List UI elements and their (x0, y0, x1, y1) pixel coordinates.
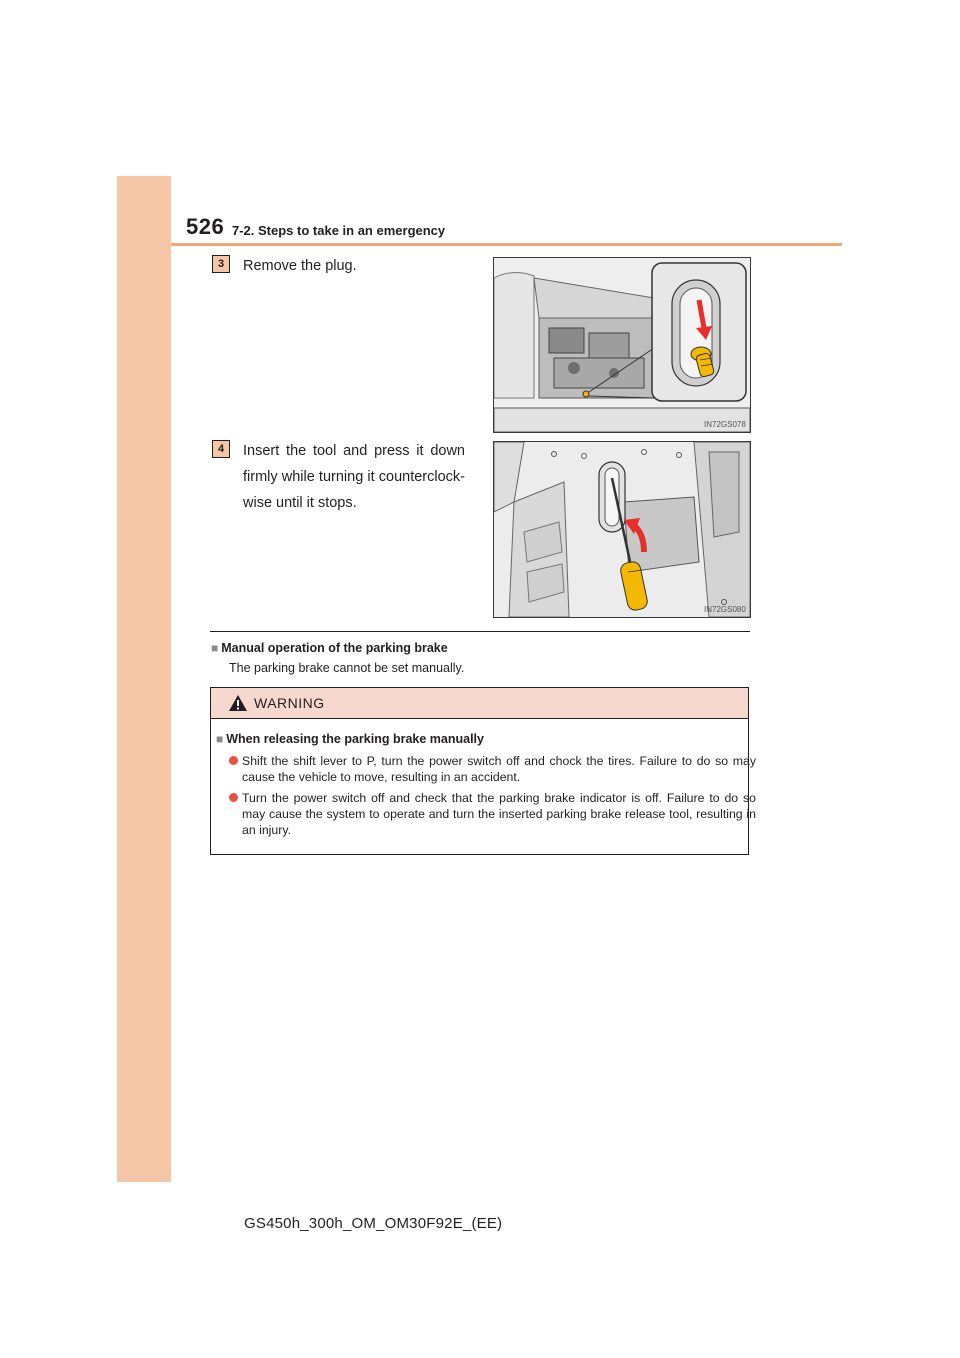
square-bullet-icon: ■ (216, 732, 224, 746)
note-heading (211, 641, 448, 655)
warning-label: WARNING (254, 695, 325, 711)
tool-insertion-illustration (494, 442, 750, 617)
warning-bullet-text: Shift the shift lever to P, turn the power switch off and chock the tires. Failure to do so may cause the vehicle to move, resulting in an accident. (242, 754, 756, 784)
bullet-dot-icon (229, 793, 238, 802)
figure-remove-plug (493, 257, 751, 433)
step-3-text: Remove the plug. (243, 258, 357, 274)
warning-header (211, 688, 748, 719)
chapter-sidebar-tab (117, 176, 171, 1182)
header-rule (171, 243, 842, 246)
warning-triangle-icon (228, 694, 248, 712)
warning-heading-text: When releasing the parking brake manually (226, 732, 484, 746)
warning-heading (216, 732, 484, 746)
trunk-plug-illustration (494, 258, 750, 432)
section-divider (210, 631, 750, 632)
note-heading-text: Manual operation of the parking brake (221, 641, 448, 655)
warning-bullet-text: Turn the power switch off and check that the parking brake indicator is off. Failure to do so may cause the system to operate and turn the inserted parking brake release tool, resulting in an injury. (242, 791, 756, 837)
step-number-3: 3 (212, 255, 230, 273)
warning-bullet-1 (229, 753, 756, 785)
note-text: The parking brake cannot be set manually. (229, 661, 465, 675)
step-number-4: 4 (212, 440, 230, 458)
figure-id-label: IN72GS080 (704, 605, 746, 614)
warning-bullet-2 (229, 790, 756, 838)
manual-code-footer: GS450h_300h_OM_OM30F92E_(EE) (244, 1215, 503, 1232)
page-number: 526 (186, 214, 225, 239)
warning-box (210, 687, 756, 855)
figure-insert-tool (493, 441, 751, 618)
square-bullet-icon: ■ (211, 641, 219, 655)
step-4-text: Insert the tool and press it down firmly while turning it counterclock-wise until it stops. (243, 443, 465, 511)
bullet-dot-icon (229, 756, 238, 765)
section-title: 7-2. Steps to take in an emergency (232, 223, 446, 238)
figure-id-label: IN72GS078 (704, 420, 746, 429)
